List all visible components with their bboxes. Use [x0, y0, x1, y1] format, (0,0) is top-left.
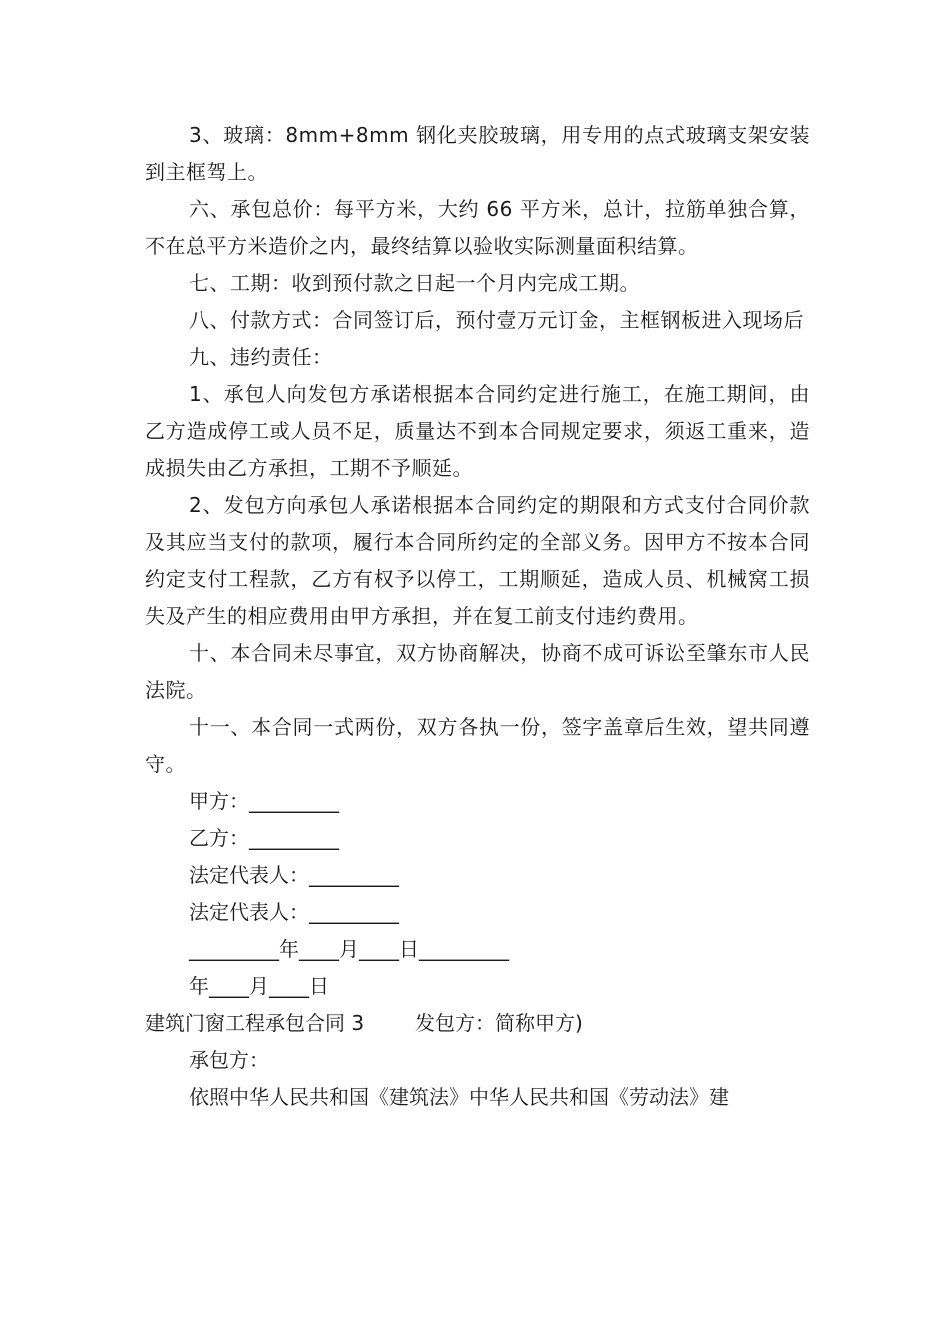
signature-date-1: _________年____月____日_________ [189, 937, 509, 961]
signature-legal-rep-b: 法定代表人：_________ [189, 900, 399, 924]
legal-basis-line: 依照中华人民共和国《建筑法》中华人民共和国《劳动法》建 [189, 1085, 729, 1109]
section-title: 建筑门窗工程承包合同 3 发包方：简称甲方) [145, 1011, 583, 1035]
signature-party-a: 甲方：_________ [189, 789, 339, 813]
paragraph-liability-2: 2、发包方向承包人承诺根据本合同约定的期限和方式支付合同价款及其应当支付的款项，履行本合同所约定的全部义务。因甲方不按本合同约定支付工程款，乙方有权予以停工，工期顺延，造成人员、机械窝工损失及产生的相应费用由甲方承担，并在复工前支付违约费用。 [145, 493, 810, 628]
contractor-label: 承包方： [189, 1048, 269, 1072]
signature-date-2: 年____月____日 [189, 974, 329, 998]
signature-legal-rep-a: 法定代表人：_________ [189, 863, 399, 887]
paragraph-total-price: 六、承包总价：每平方米，大约 66 平方米，总计，拉筋单独合算，不在总平方米造价之内，最终结算以验收实际测量面积结算。 [145, 197, 810, 258]
paragraph-schedule: 七、工期：收到预付款之日起一个月内完成工期。 [189, 271, 640, 295]
document-body [145, 117, 810, 1116]
paragraph-liability-heading: 九、违约责任： [189, 345, 333, 369]
paragraph-liability-1: 1、承包人向发包方承诺根据本合同约定进行施工，在施工期间，由乙方造成停工或人员不足，质量达不到本合同规定要求，须返工重来，造成损失由乙方承担，工期不予顺延。 [145, 382, 810, 480]
signature-party-b: 乙方：_________ [189, 826, 339, 850]
paragraph-disputes: 十、本合同未尽事宜，双方协商解决，协商不成可诉讼至肇东市人民法院。 [145, 641, 810, 702]
paragraph-glass: 3、玻璃：8mm+8mm 钢化夹胶玻璃，用专用的点式玻璃支架安装到主框驾上。 [145, 123, 810, 184]
paragraph-payment: 八、付款方式：合同签订后，预付壹万元订金，主框钢板进入现场后 [189, 308, 804, 332]
paragraph-copies: 十一、本合同一式两份，双方各执一份，签字盖章后生效，望共同遵守。 [145, 715, 810, 776]
